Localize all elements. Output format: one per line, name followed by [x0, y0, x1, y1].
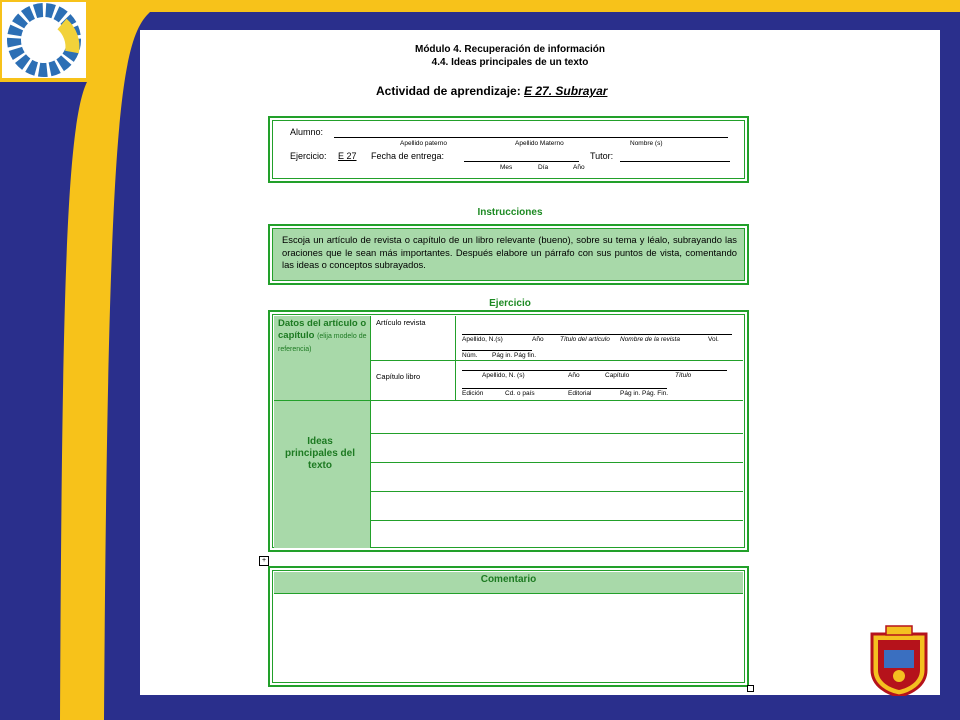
comment-title: Comentario: [480, 574, 537, 585]
dia-label: Día: [538, 164, 549, 171]
cap-paginas: Pág in. Pág. Fin.: [620, 390, 669, 397]
cap-edicion: Edición: [462, 390, 484, 397]
cap-apellido: Apellido, N. (s): [482, 372, 525, 379]
student-info-box: [268, 116, 749, 183]
articulo-line-1[interactable]: [462, 334, 732, 335]
alumno-label: Alumno:: [290, 127, 324, 137]
ejercicio-label: Ejercicio:: [290, 151, 327, 161]
idea-row-2[interactable]: [371, 434, 743, 462]
cap-titulo: Título: [675, 372, 692, 379]
cap-capitulo: Capítulo: [605, 372, 630, 379]
apellido-paterno-label: Apellido paterno: [400, 140, 447, 147]
cap-editorial: Editorial: [568, 390, 592, 397]
cap-ciudad: Cd. o país: [505, 390, 535, 397]
art-apellido: Apellido, N.(s): [462, 336, 503, 343]
datos-bold: Datos del artículo o capítulo: [278, 318, 367, 341]
activity-code: E 27. Subrayar: [524, 84, 608, 98]
activity-title: [376, 84, 607, 98]
fecha-line[interactable]: [464, 161, 579, 162]
university-seal-icon: [866, 624, 932, 696]
instructions-text: Escoja un artículo de revista o capítulo de un libro relevante (bueno), sobre su tema y léalo, subrayando las oraciones que le sean más importantes. Después elabore un párrafo con sus puntos de vista, comentando las ideas o conceptos subrayados.: [282, 234, 737, 270]
capitulo-line-1[interactable]: [462, 370, 727, 371]
ejercicio-value: E 27: [338, 151, 357, 161]
art-revista: Nombre de la revista: [620, 336, 680, 343]
idea-row-4[interactable]: [371, 492, 743, 520]
anio-label: Año: [573, 164, 585, 171]
tutor-line[interactable]: [620, 161, 730, 162]
capitulo-line-2[interactable]: [462, 388, 667, 389]
instructions-box: [268, 224, 749, 285]
ideas-label: Ideas principales del texto: [284, 436, 356, 471]
fecha-label: Fecha de entrega:: [371, 151, 445, 161]
cap-anio: Año: [568, 372, 580, 379]
art-anio: Año: [532, 336, 544, 343]
idea-row-3[interactable]: [371, 463, 743, 491]
datos-cell: [278, 318, 368, 356]
alumno-line[interactable]: [334, 137, 728, 138]
col-divider-2: [455, 316, 456, 400]
ring-logo-icon: [2, 2, 86, 78]
move-handle-icon[interactable]: +: [259, 556, 269, 566]
idea-row-1[interactable]: [371, 401, 743, 433]
articulo-line-2[interactable]: [462, 350, 532, 351]
nombre-label: Nombre (s): [630, 140, 663, 147]
idea-row-5[interactable]: [371, 521, 743, 548]
section-title: 4.4. Ideas principales de un texto: [431, 57, 589, 68]
datos-small: (elija modelo de referencia): [278, 333, 367, 353]
exercise-table: [268, 310, 749, 552]
articulo-label: Artículo revista: [376, 318, 426, 327]
program-logo: [2, 2, 86, 78]
instructions-title: Instrucciones: [477, 207, 543, 218]
module-title: Módulo 4. Recuperación de información: [414, 44, 606, 55]
mes-label: Mes: [500, 164, 513, 171]
art-titulo: Título del artículo: [560, 336, 610, 343]
exercise-title: Ejercicio: [489, 298, 531, 309]
apellido-materno-label: Apellido Materno: [515, 140, 564, 147]
art-pag: Pág in. Pág fin.: [492, 352, 537, 359]
comment-box: [268, 566, 749, 687]
capitulo-label: Capítulo libro: [376, 372, 421, 381]
art-num: Núm.: [462, 352, 478, 359]
art-vol: Vol.: [708, 336, 719, 343]
resize-handle-icon[interactable]: [747, 685, 754, 692]
row-divider-art: [370, 360, 743, 361]
tutor-label: Tutor:: [590, 151, 614, 161]
comment-area[interactable]: [274, 594, 743, 682]
activity-prefix: Actividad de aprendizaje:: [376, 84, 521, 98]
